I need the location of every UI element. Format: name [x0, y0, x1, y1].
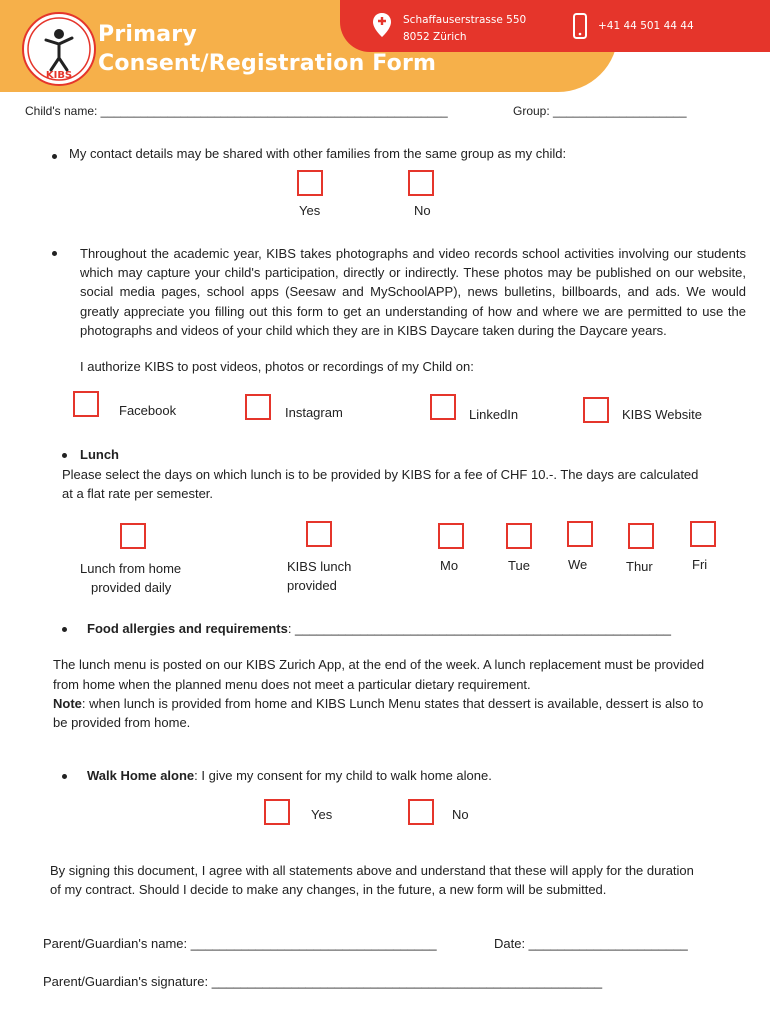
instagram-checkbox[interactable] [245, 394, 271, 420]
kibs-lunch-label-line2: provided [287, 578, 337, 593]
thursday-label: Thur [626, 559, 653, 574]
linkedin-checkbox[interactable] [430, 394, 456, 420]
logo-text: KIBS [45, 70, 73, 81]
instagram-label: Instagram [285, 405, 343, 420]
mobile-phone-icon [573, 13, 587, 39]
walk-no-checkbox[interactable] [408, 799, 434, 825]
wednesday-label: We [568, 557, 588, 572]
note-label: Note [53, 696, 82, 711]
tuesday-checkbox[interactable] [506, 523, 532, 549]
bullet [52, 251, 57, 256]
lunch-description-line1: Please select the days on which lunch is to be provided by KIBS for a fee of CHF 10.-. The days are calculated [62, 467, 699, 482]
address-line1: Schaffauserstrasse 550 [403, 14, 527, 26]
group-field[interactable]: Group: ____________________ [513, 104, 687, 118]
lunch-from-home-label-line2: provided daily [91, 580, 172, 595]
food-allergies-field[interactable] [87, 621, 671, 636]
bullet [52, 154, 57, 159]
kibs-lunch-checkbox[interactable] [306, 521, 332, 547]
menu-info-line2: from home when the planned menu does not meet a particular dietary requirement. [53, 677, 531, 692]
note-line2: be provided from home. [53, 715, 191, 730]
signing-statement-line1: By signing this document, I agree with all statements above and understand that these will apply for the duration [50, 863, 694, 878]
monday-label: Mo [440, 558, 459, 573]
guardian-name-field[interactable]: Parent/Guardian's name: __________________________________ [43, 936, 437, 951]
friday-checkbox[interactable] [690, 521, 716, 547]
child-name-field[interactable]: Child's name: ____________________________________________________ [25, 104, 448, 118]
walk-home-label: Walk Home alone [87, 768, 195, 783]
bullet [62, 627, 67, 632]
lunch-from-home-checkbox[interactable] [120, 523, 146, 549]
friday-label: Fri [692, 557, 708, 572]
contact-no-checkbox[interactable] [408, 170, 434, 196]
walk-yes-label: Yes [311, 807, 333, 822]
address-line2: 8052 Zürich [403, 31, 467, 43]
food-allergies-line: : ____________________________________________________ [287, 621, 672, 636]
note-line1 [53, 696, 703, 711]
contact-share-question: My contact details may be shared with other families from the same group as my child: [69, 146, 567, 161]
kibs-website-label: KIBS Website [622, 407, 702, 422]
bullet [62, 774, 67, 779]
kibs-logo [22, 12, 96, 86]
school-phone: +41 44 501 44 44 [598, 20, 694, 32]
food-allergies-label: Food allergies and requirements [87, 621, 288, 636]
lunch-description-line2: at a flat rate per semester. [62, 486, 214, 501]
form-title-line1: Primary [98, 22, 197, 47]
bullet [62, 453, 67, 458]
lunch-from-home-label-line1: Lunch from home [80, 561, 182, 576]
guardian-signature-field[interactable]: Parent/Guardian's signature: ______________________________________________________ [43, 974, 603, 989]
walk-home-text: : I give my consent for my child to walk home alone. [194, 768, 492, 783]
lunch-heading: Lunch [80, 447, 119, 462]
menu-info-line1: The lunch menu is posted on our KIBS Zurich App, at the end of the week. A lunch replacement must be provided [53, 657, 705, 672]
thursday-checkbox[interactable] [628, 523, 654, 549]
photo-consent-paragraph: Throughout the academic year, KIBS takes photographs and video records school activities involving our students which may capture your child's participation, directly or indirectly. These photos may be published on our website, social media pages, school apps (Seesaw and MySchoolAPP), news bulletins, billboards, and ads. We would greatly appreciate you filling out this form to get an understanding of how and where we are permitted to use the photographs and videos of your child which they are in KIBS Daycare taken during the Daycare years. [80, 246, 746, 338]
kibs-website-checkbox[interactable] [583, 397, 609, 423]
authorize-statement: I authorize KIBS to post videos, photos or recordings of my Child on: [80, 359, 474, 374]
location-pin-icon [372, 12, 392, 38]
signing-statement-line2: of my contract. Should I decide to make any changes, in the future, a new form will be submitted. [50, 882, 607, 897]
note-text: : when lunch is provided from home and KIBS Lunch Menu states that dessert is available, dessert is also to [81, 696, 704, 711]
walk-yes-checkbox[interactable] [264, 799, 290, 825]
contact-yes-label: Yes [299, 203, 321, 218]
kibs-lunch-label-line1: KIBS lunch [287, 559, 352, 574]
date-field[interactable]: Date: ______________________ [494, 936, 688, 951]
contact-no-label: No [414, 203, 431, 218]
walk-no-label: No [452, 807, 469, 822]
tuesday-label: Tue [508, 558, 530, 573]
facebook-label: Facebook [119, 403, 177, 418]
school-address [403, 12, 526, 46]
contact-yes-checkbox[interactable] [297, 170, 323, 196]
linkedin-label: LinkedIn [469, 407, 519, 422]
monday-checkbox[interactable] [438, 523, 464, 549]
facebook-checkbox[interactable] [73, 391, 99, 417]
walk-home-statement [87, 768, 492, 783]
wednesday-checkbox[interactable] [567, 521, 593, 547]
form-title-line2: Consent/Registration Form [98, 51, 437, 76]
